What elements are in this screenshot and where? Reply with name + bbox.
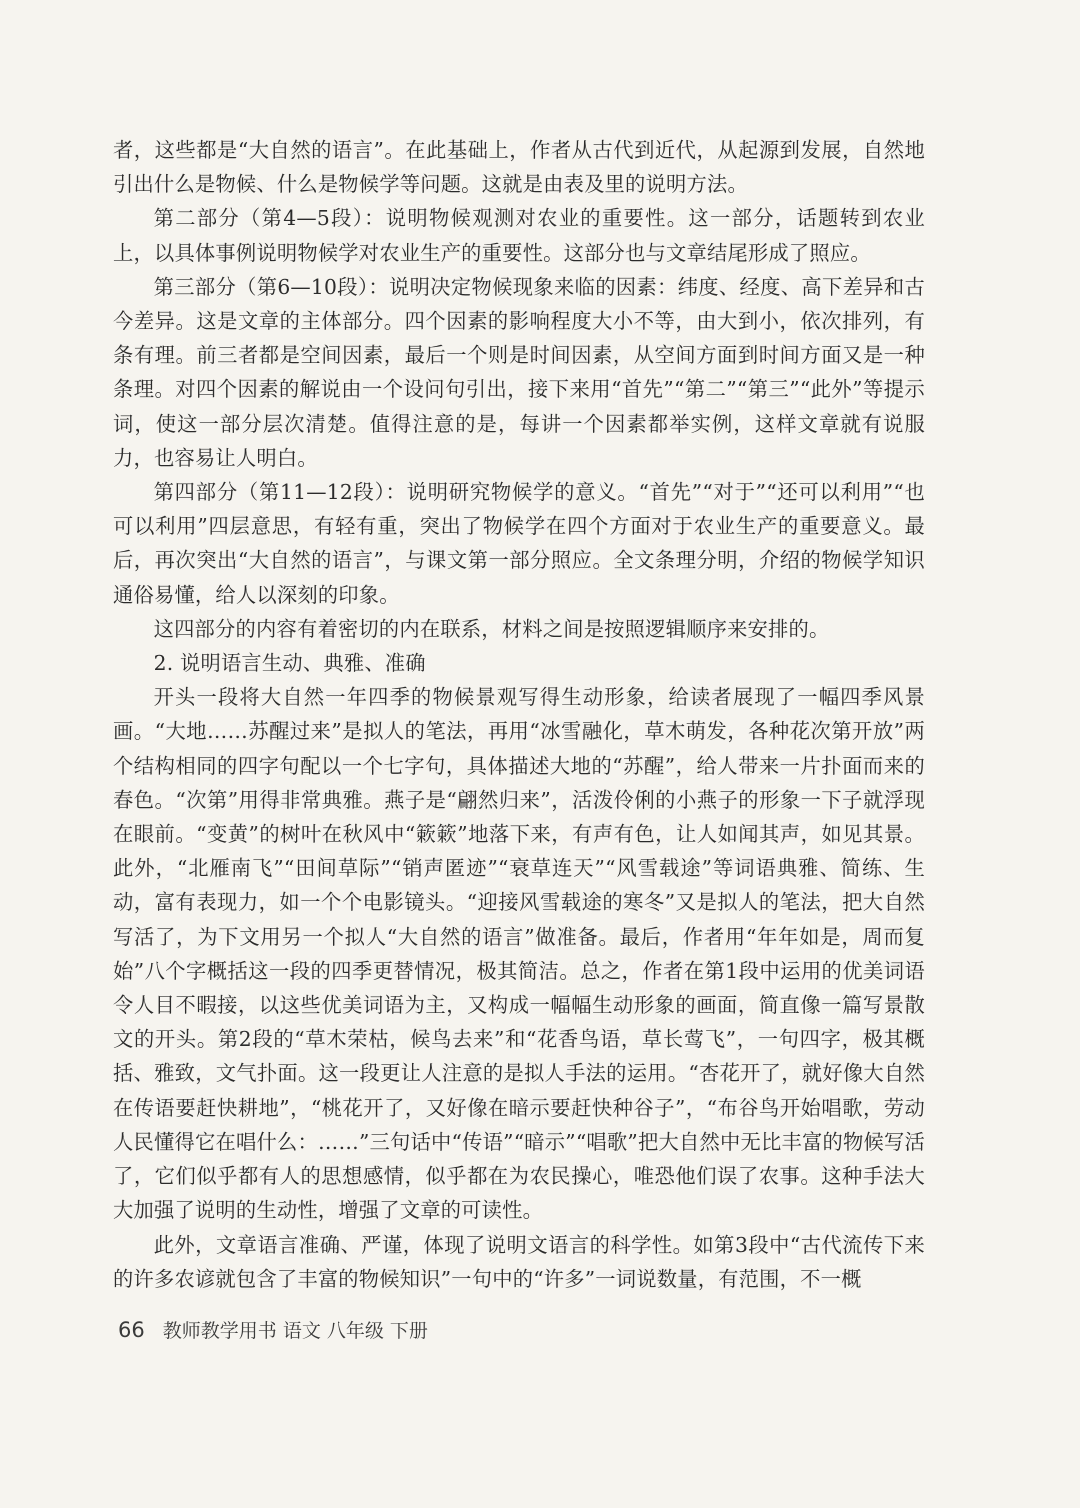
- section-heading: 2. 说明语言生动、典雅、准确: [153, 651, 426, 676]
- page-number: 66: [118, 1318, 145, 1342]
- paragraph-summary: 这四部分的内容有着密切的内在联系，材料之间是按照逻辑顺序来安排的。: [153, 616, 830, 641]
- paragraph-language-accuracy: 此外，文章语言准确、严谨，体现了说明文语言的科学性。如第3段中“古代流传下来的许多农谚就包含了丰富的物候知识”一句中的“许多”一词说数量，有范围，不一概: [113, 1232, 925, 1291]
- paragraph-part-two: 第二部分（第4—5段）：说明物候观测对农业的重要性。这一部分，话题转到农业上，以具体事例说明物候学对农业生产的重要性。这部分也与文章结尾形成了照应。: [113, 206, 925, 265]
- paragraph-part-three: 第三部分（第6—10段）：说明决定物候现象来临的因素：纬度、经度、高下差异和古今差异。这是文章的主体部分。四个因素的影响程度大小不等，由大到小，依次排列，有条有理。前三者都是空间因素，最后一个则是时间因素，从空间方面到时间方面又是一种条理。对四个因素的解说由一个设问句引出，接下来用“首先”“第二”“第三”“此外”等提示词，使这一部分层次清楚。值得注意的是，每讲一个因素都举实例，这样文章就有说服力，也容易让人明白。: [113, 274, 925, 470]
- page-footer: [118, 1316, 930, 1350]
- paragraph-part-four: 第四部分（第11—12段）：说明研究物候学的意义。“首先”“对于”“还可以利用”“也可以利用”四层意思，有轻有重，突出了物候学在四个方面对于农业生产的重要意义。最后，再次突出“大自然的语言”，与课文第一部分照应。全文条理分明，介绍的物候学知识通俗易懂，给人以深刻的印象。: [113, 480, 925, 607]
- paragraph-language-analysis: 开头一段将大自然一年四季的物候景观写得生动形象，给读者展现了一幅四季风景画。“大地……苏醒过来”是拟人的笔法，再用“冰雪融化，草木萌发，各种花次第开放”两个结构相同的四字句配以一个七字句，具体描述大地的“苏醒”，给人带来一片扑面而来的春色。“次第”用得非常典雅。燕子是“翩然归来”，活泼伶俐的小燕子的形象一下子就浮现在眼前。“变黄”的树叶在秋风中“簌簌”地落下来，有声有色，让人如闻其声，如见其景。此外，“北雁南飞”“田间草际”“销声匿迹”“衰草连天”“风雪载途”等词语典雅、简练、生动，富有表现力，如一个个电影镜头。“迎接风雪载途的寒冬”又是拟人的笔法，把大自然写活了，为下文用另一个拟人“大自然的语言”做准备。最后，作者用“年年如是，周而复始”八个字概括这一段的四季更替情况，极其简洁。总之，作者在第1段中运用的优美词语令人目不暇接，以这些优美词语为主，又构成一幅幅生动形象的画面，简直像一篇写景散文的开头。第2段的“草木荣枯，候鸟去来”和“花香鸟语，草长莺飞”，一句四字，极其概括、雅致，文气扑面。这一段更让人注意的是拟人手法的运用。“杏花开了，就好像大自然在传语要赶快耕地”，“桃花开了，又好像在暗示要赶快种谷子”，“布谷鸟开始唱歌，劳动人民懂得它在唱什么：……”三句话中“传语”“暗示”“唱歌”把大自然中无比丰富的物候写活了，它们似乎都有人的思想感情，似乎都在为农民操心，唯恐他们误了农事。这种手法大大加强了说明的生动性，增强了文章的可读性。: [113, 685, 925, 1223]
- paragraph-continued: 者，这些都是“大自然的语言”。在此基础上，作者从古代到近代，从起源到发展，自然地引出什么是物候、什么是物候学等问题。这就是由表及里的说明方法。: [113, 138, 925, 197]
- book-title: 教师教学用书 语文 八年级 下册: [162, 1320, 428, 1342]
- body-text: [113, 133, 925, 1296]
